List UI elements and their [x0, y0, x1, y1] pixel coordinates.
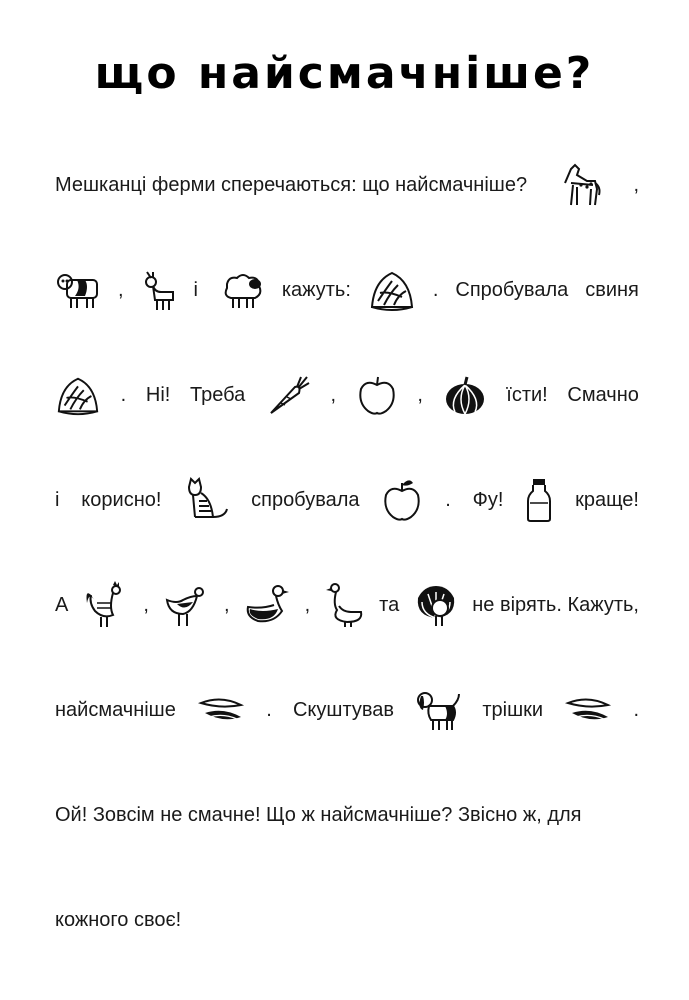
- line-text: Скуштував: [292, 698, 394, 721]
- line-text: ,: [117, 278, 124, 301]
- sheep-icon: [215, 270, 265, 310]
- line-text: Ні!: [145, 383, 171, 406]
- line-text: Ой! Зовсім не смачне! Що ж найсмачніше? Звісно ж, для: [55, 803, 582, 826]
- duck-icon: [244, 583, 290, 627]
- line-text: краще!: [575, 488, 639, 511]
- line-text: кожного своє!: [55, 908, 182, 931]
- line-text: ,: [143, 593, 149, 616]
- line-text: Мешканці ферми сперечаються: що найсмачніше?: [55, 173, 528, 196]
- cat-icon: [183, 477, 229, 523]
- seeds-icon: [197, 695, 245, 725]
- line-text: їсти!: [506, 383, 548, 406]
- line-text: ,: [304, 593, 311, 616]
- carrot-icon: [265, 373, 311, 417]
- line-text: .: [266, 698, 272, 721]
- line-text: ,: [330, 383, 337, 406]
- line-text: А: [55, 593, 69, 616]
- hen-icon: [163, 582, 209, 628]
- apple-icon: [356, 373, 398, 417]
- line-text: найсмачніше: [55, 698, 176, 721]
- line-text: Треба: [189, 383, 246, 406]
- seeds-icon: [564, 695, 612, 725]
- line-text: .: [633, 698, 639, 721]
- line-text: .: [432, 278, 439, 301]
- text-line-7: [55, 780, 639, 850]
- milk-bottle-icon: [525, 477, 553, 523]
- turkey-icon: [414, 582, 458, 628]
- line-text: ,: [633, 173, 639, 196]
- line-text: спробувала: [251, 488, 360, 511]
- page-title: що найсмачніше?: [94, 48, 595, 99]
- line-text: і: [193, 278, 198, 301]
- line-text: ,: [417, 383, 423, 406]
- line-text: Фу!: [472, 488, 504, 511]
- line-text: Спробувала: [455, 278, 569, 301]
- apple-icon: [381, 477, 423, 523]
- line-text: кажуть:: [281, 278, 351, 301]
- rooster-icon: [83, 581, 129, 629]
- line-text: корисно!: [81, 488, 162, 511]
- line-text: та: [379, 593, 400, 616]
- line-text: Смачно: [567, 383, 639, 406]
- line-text: не вірять. Кажуть,: [472, 593, 639, 616]
- text-line-8: [55, 885, 639, 955]
- line-text: і: [55, 488, 60, 511]
- horse-icon: [557, 161, 603, 209]
- text-line-4: [55, 465, 639, 535]
- dog-icon: [415, 688, 461, 732]
- line-text: .: [120, 383, 127, 406]
- hay-icon: [55, 372, 101, 418]
- goat-icon: [141, 268, 177, 312]
- line-text: ,: [223, 593, 230, 616]
- line-text: свиня: [585, 278, 639, 301]
- hay-icon: [368, 267, 416, 313]
- text-line-3: [55, 360, 639, 430]
- line-text: трішки: [482, 698, 544, 721]
- line-text: .: [445, 488, 451, 511]
- text-line-5: [55, 570, 639, 640]
- goose-icon: [325, 582, 365, 628]
- cow-icon: [55, 270, 101, 310]
- pumpkin-icon: [443, 373, 487, 417]
- text-line-2: [55, 255, 639, 325]
- text-line-1: [55, 150, 639, 220]
- text-line-6: [55, 675, 639, 745]
